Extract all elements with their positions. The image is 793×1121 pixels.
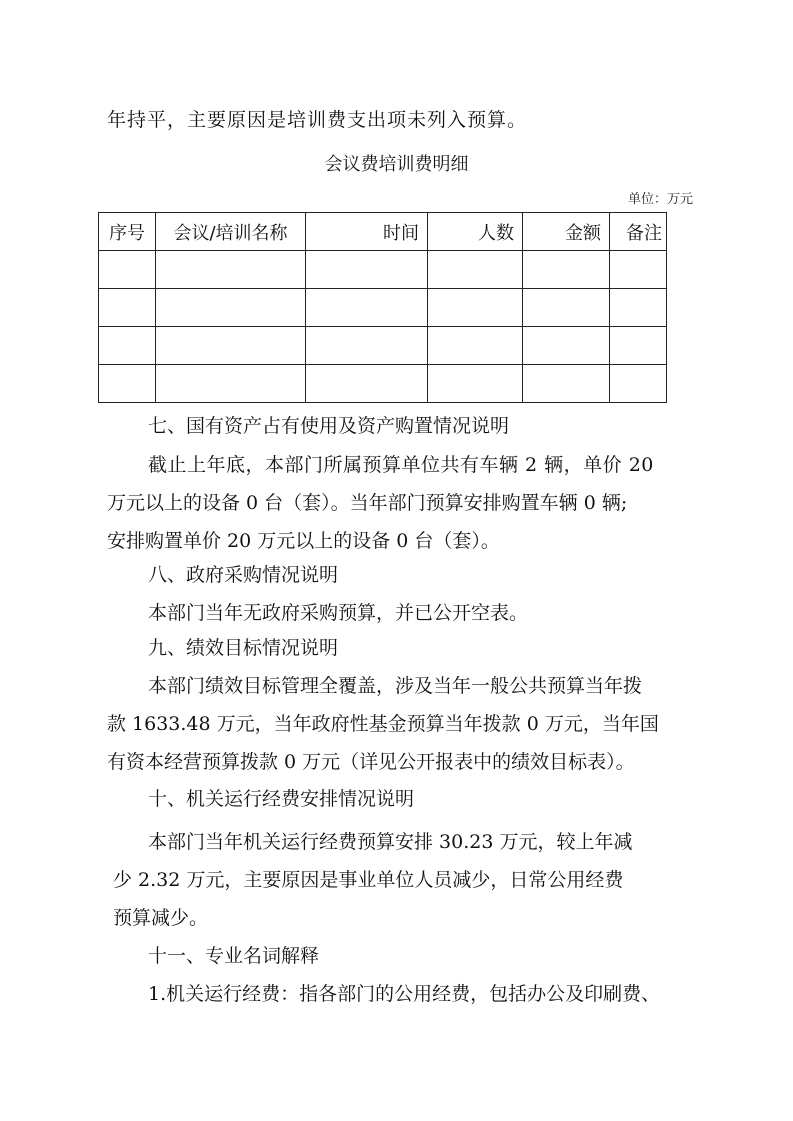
table-cell (610, 365, 667, 403)
table-cell (610, 251, 667, 289)
table-cell (306, 327, 428, 365)
table-cell (523, 289, 610, 327)
table-cell (523, 327, 610, 365)
section-9-heading: 九、绩效目标情况说明 (148, 637, 339, 659)
intro-tail-text: 年持平，主要原因是培训费支出项未列入预算。 (107, 109, 528, 131)
col-header-index: 序号 (99, 213, 156, 251)
section-10-line-3: 预算减少。 (113, 907, 209, 929)
table-cell (99, 251, 156, 289)
unit-label: 单位：万元 (627, 192, 693, 207)
table-cell (523, 365, 610, 403)
table-cell (99, 365, 156, 403)
section-11-heading: 十一、专业名词解释 (148, 945, 320, 967)
col-header-name: 会议/培训名称 (156, 213, 306, 251)
table-cell (156, 327, 306, 365)
section-7-line-3: 安排购置单价 20 万元以上的设备 0 台（套）。 (107, 530, 500, 552)
table-cell (99, 289, 156, 327)
table-row (99, 251, 667, 289)
table-cell (306, 365, 428, 403)
table-cell (428, 251, 523, 289)
table-row (99, 327, 667, 365)
section-11-line-1: 1.机关运行经费：指各部门的公用经费，包括办公及印刷费、 (148, 983, 661, 1005)
table-cell (156, 251, 306, 289)
col-header-amount: 金额 (523, 213, 610, 251)
section-10-line-2: 少 2.32 万元，主要原因是事业单位人员减少，日常公用经费 (113, 869, 624, 891)
table-cell (156, 289, 306, 327)
section-9-line-2: 款 1633.48 万元，当年政府性基金预算当年拨款 0 万元，当年国 (107, 713, 659, 735)
section-7-line-1: 截止上年底，本部门所属预算单位共有车辆 2 辆，单价 20 (148, 454, 654, 476)
section-7-heading: 七、国有资产占有使用及资产购置情况说明 (148, 415, 510, 437)
section-8-line-1: 本部门当年无政府采购预算，并已公开空表。 (148, 602, 529, 624)
section-10-heading: 十、机关运行经费安排情况说明 (148, 788, 415, 810)
table-cell (428, 289, 523, 327)
table-cell (428, 365, 523, 403)
table-cell (99, 327, 156, 365)
table-row (99, 365, 667, 403)
section-8-heading: 八、政府采购情况说明 (148, 564, 339, 586)
table-cell (156, 365, 306, 403)
table-header-row (99, 213, 667, 251)
section-7-line-2: 万元以上的设备 0 台（套）。当年部门预算安排购置车辆 0 辆; (107, 492, 628, 514)
table-cell (523, 251, 610, 289)
table-row (99, 289, 667, 327)
table-cell (306, 251, 428, 289)
table-cell (428, 327, 523, 365)
col-header-count: 人数 (428, 213, 523, 251)
section-9-line-3: 有资本经营预算拨款 0 万元（详见公开报表中的绩效目标表）。 (107, 751, 635, 773)
table-cell (610, 289, 667, 327)
section-9-line-1: 本部门绩效目标管理全覆盖，涉及当年一般公共预算当年拨 (148, 675, 643, 697)
col-header-remark: 备注 (610, 213, 667, 251)
meeting-training-table (98, 212, 667, 403)
col-header-time: 时间 (306, 213, 428, 251)
table-title: 会议费培训费明细 (324, 154, 469, 175)
table-cell (306, 289, 428, 327)
table-cell (610, 327, 667, 365)
section-10-line-1: 本部门当年机关运行经费预算安排 30.23 万元，较上年减 (148, 831, 633, 853)
